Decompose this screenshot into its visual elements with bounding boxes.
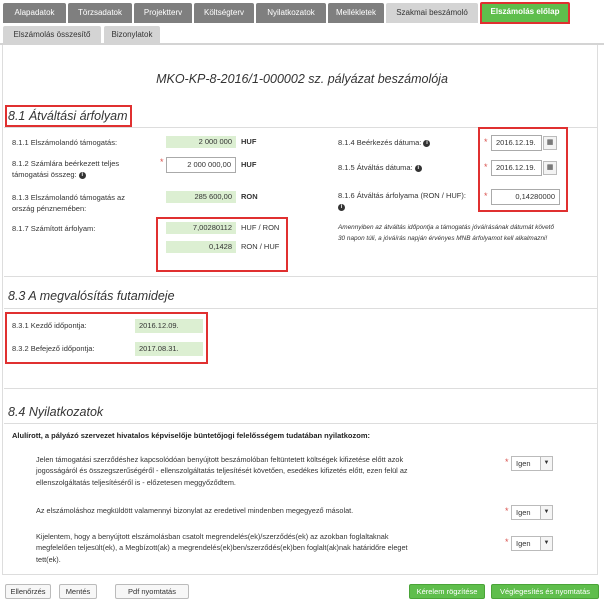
field-815-label <box>338 162 422 173</box>
highlight-section-8-1 <box>5 105 132 127</box>
field-812-input[interactable]: 2 000 000,00 <box>166 157 236 173</box>
field-811-unit: HUF <box>241 137 257 146</box>
chevron-down-icon[interactable]: ▼ <box>540 537 552 550</box>
field-812-label-line2 <box>12 169 86 180</box>
declaration-1-line2: jogosságáról és összegszerűségéről - ellenszolgáltatás teljesítését követően, esedékes kifizetés előtt, ezen felül az <box>36 466 408 476</box>
field-814-label <box>338 137 430 148</box>
field-812-label: 8.1.2 Számlára beérkezett teljes <box>12 159 120 168</box>
field-815-label-text: 8.1.5 Átváltás dátuma: <box>338 163 413 172</box>
tab-elszamolas-elolap[interactable]: Elszámolás előlap <box>480 2 570 24</box>
info-icon[interactable]: i <box>338 204 345 211</box>
section-8-3-title: 8.3 A megvalósítás futamideje <box>8 289 175 303</box>
declaration-2-line1: Az elszámoláshoz megküldött valamennyi bizonylat az eredetivel mindenben megegyező másolat. <box>36 506 354 515</box>
tab-alapadatok[interactable]: Alapadatok <box>3 3 66 23</box>
tab-bizonylatok[interactable]: Bizonylatok <box>104 26 160 44</box>
required-marker: * <box>484 162 488 172</box>
section-divider <box>4 276 598 277</box>
declaration-2 <box>36 505 486 516</box>
required-marker: * <box>484 137 488 147</box>
page-title: MKO-KP-8-2016/1-000002 sz. pályázat beszámolója <box>156 72 448 86</box>
calendar-icon[interactable]: ▦ <box>543 136 557 150</box>
declaration-3-line3: tett(ek). <box>36 554 61 564</box>
info-icon[interactable]: i <box>79 172 86 179</box>
info-icon[interactable]: i <box>423 140 430 147</box>
exchange-note-line1: Amennyiben az átváltás időpontja a támogatás jóváírásának dátumát követő <box>338 224 554 231</box>
declaration-heading: Alulírott, a pályázó szervezet hivatalos képviselője büntetőjogi felelősségem tudatában nyilatkozom: <box>12 431 371 440</box>
required-marker: * <box>505 457 509 467</box>
field-814-input[interactable]: 2016.12.19. <box>491 135 542 151</box>
field-812-label-text: támogatási összeg: <box>12 170 77 179</box>
field-813-unit: RON <box>241 192 258 201</box>
required-marker: * <box>505 537 509 547</box>
field-812-unit: HUF <box>241 160 257 169</box>
field-817-value-huf-ron: 7,00280112 <box>166 222 236 234</box>
declaration-3-line1: Kijelentem, hogy a benyújtott elszámolásban csatolt megrendelés(ek)/szerződés(ek) az azokban foglaltaknak <box>36 532 389 541</box>
start-date-label: 8.3.1 Kezdő időpontja: <box>12 321 87 330</box>
field-817-unit-huf-ron: HUF / RON <box>241 223 280 232</box>
save-button[interactable]: Mentés <box>59 584 97 599</box>
declaration-1 <box>36 454 486 488</box>
required-marker: * <box>484 191 488 201</box>
field-813-label: 8.1.3 Elszámolandó támogatás az <box>12 193 125 202</box>
field-811-label: 8.1.1 Elszámolandó támogatás: <box>12 138 118 147</box>
declaration-2-answer: Igen <box>516 508 531 517</box>
calendar-icon[interactable]: ▦ <box>543 161 557 175</box>
section-8-4-title: 8.4 Nyilatkozatok <box>8 405 104 419</box>
declaration-3-line2: megfelelően teljesült(ek), a Megbízott(ak) a megrendelés(ek)ben/szerződés(ek)ben foglalt(ak)nak határidőre eleget <box>36 543 408 553</box>
tab-mellekletek[interactable]: Mellékletek <box>328 3 384 23</box>
start-date-value: 2016.12.09. <box>135 319 203 333</box>
chevron-down-icon[interactable]: ▼ <box>540 506 552 519</box>
field-814-label-text: 8.1.4 Beérkezés dátuma: <box>338 138 422 147</box>
field-815-input[interactable]: 2016.12.19. <box>491 160 542 176</box>
tab-elszamolas-osszesito[interactable]: Elszámolás összesítő <box>3 26 101 44</box>
end-date-value: 2017.08.31. <box>135 342 203 356</box>
declaration-1-answer: Igen <box>516 459 531 468</box>
check-button[interactable]: Ellenőrzés <box>5 584 51 599</box>
required-marker: * <box>160 157 164 167</box>
request-record-button[interactable]: Kérelem rögzítése <box>409 584 485 599</box>
field-813-value: 285 600,00 <box>166 191 236 203</box>
chevron-down-icon[interactable]: ▼ <box>540 457 552 470</box>
section-divider <box>4 423 598 424</box>
pdf-print-button[interactable]: Pdf nyomtatás <box>115 584 189 599</box>
section-divider <box>4 308 598 309</box>
declaration-2-select[interactable] <box>511 505 553 520</box>
field-811-value: 2 000 000 <box>166 136 236 148</box>
field-817-value-ron-huf: 0,1428 <box>166 241 236 253</box>
declaration-1-select[interactable] <box>511 456 553 471</box>
declaration-1-line1: Jelen támogatási szerződéshez kapcsolódóan benyújtott beszámolóban feltüntetett költségek kifizetése előtt azok <box>36 455 404 464</box>
finalize-print-button[interactable]: Véglegesítés és nyomtatás <box>491 584 599 599</box>
end-date-label: 8.3.2 Befejező időpontja: <box>12 344 95 353</box>
declaration-1-line3: ellenszolgáltatás teljesítéséről is - előzetesen meggyőződtem. <box>36 477 236 487</box>
declaration-3-select[interactable] <box>511 536 553 551</box>
tab-koltsegterv[interactable]: Költségterv <box>194 3 254 23</box>
field-813-label-line2: ország pénznemében: <box>12 204 87 213</box>
field-816-info <box>338 201 345 212</box>
declaration-3 <box>36 531 486 565</box>
declaration-3-answer: Igen <box>516 539 531 548</box>
exchange-note-line2: 30 napon túli, a jóváírás napján érvényes MNB árfolyamot kell alkalmazni! <box>338 235 548 242</box>
field-817-unit-ron-huf: RON / HUF <box>241 242 280 251</box>
section-divider <box>4 388 598 389</box>
tab-szakmai-beszamolo[interactable]: Szakmai beszámoló <box>386 3 478 23</box>
tab-projektterv[interactable]: Projektterv <box>134 3 192 23</box>
info-icon[interactable]: i <box>415 165 422 172</box>
tab-torzsadatok[interactable]: Törzsadatok <box>68 3 132 23</box>
section-8-1-title: 8.1 Átváltási árfolyam <box>8 109 128 123</box>
field-816-input[interactable]: 0,14280000 <box>491 189 560 205</box>
required-marker: * <box>505 506 509 516</box>
field-816-label: 8.1.6 Átváltás árfolyama (RON / HUF): <box>338 191 466 200</box>
field-817-label: 8.1.7 Számított árfolyam: <box>12 224 96 233</box>
tab-nyilatkozatok[interactable]: Nyilatkozatok <box>256 3 326 23</box>
